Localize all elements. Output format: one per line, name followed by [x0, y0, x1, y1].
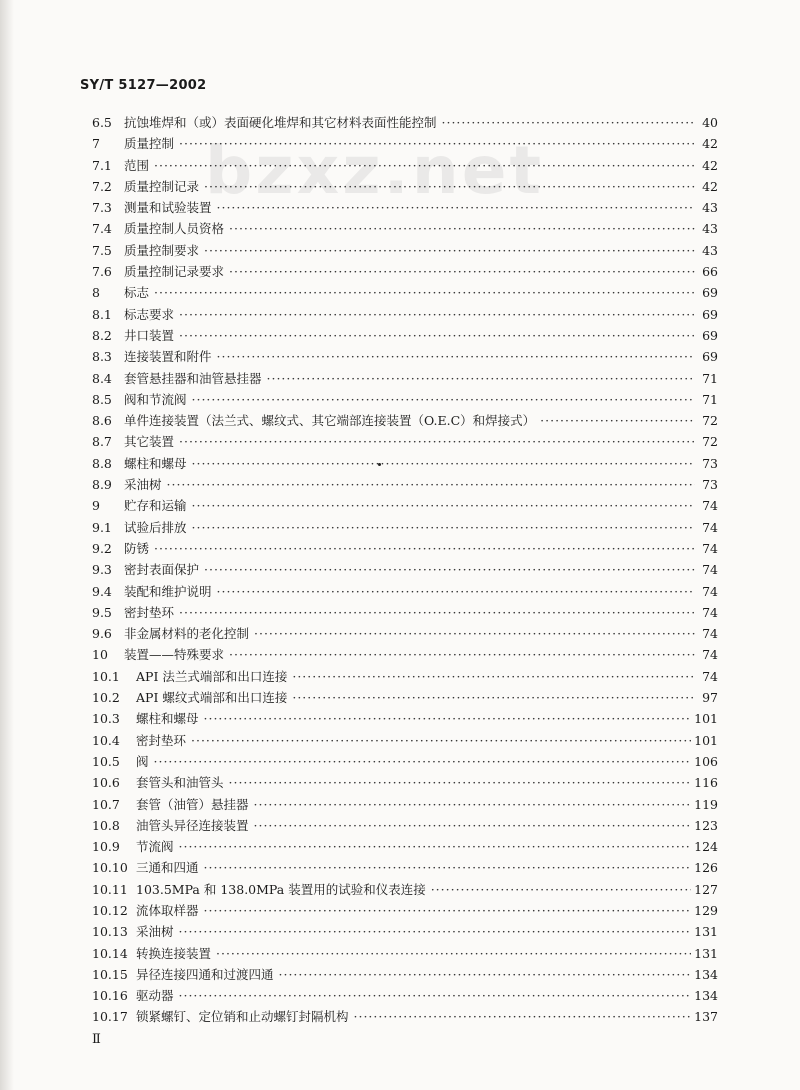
toc-leader-dots [204, 900, 692, 921]
toc-leader-dots [192, 389, 695, 410]
toc-entry-title: 采油树 [124, 477, 162, 493]
toc-entry-page: 40 [702, 115, 718, 130]
toc-entry [92, 261, 718, 282]
toc-entry-page: 71 [702, 391, 718, 407]
toc-entry-number: 9.3 [92, 562, 112, 578]
toc-entry-number: 10 [92, 647, 108, 663]
toc-entry [92, 687, 718, 708]
toc-entry-page: 69 [702, 306, 718, 322]
toc-leader-dots [179, 325, 695, 346]
toc-leader-dots [254, 623, 695, 644]
toc-leader-dots [179, 836, 692, 857]
toc-entry-page: 42 [702, 178, 718, 194]
toc-leader-dots [179, 602, 695, 623]
toc-entry-page: 69 [702, 285, 718, 301]
toc-entry-title: 套管头和油管头 [136, 775, 224, 791]
toc-entry-number: 8.5 [92, 391, 112, 407]
toc-entry-title: 三通和四通 [136, 860, 199, 876]
toc-leader-dots [204, 176, 695, 197]
toc-entry [92, 985, 718, 1006]
toc-entry-number: 10.17 [92, 1009, 128, 1025]
toc-entry [92, 325, 718, 346]
toc-entry [92, 368, 718, 389]
toc-entry-title: 单件连接装置（法兰式、螺纹式、其它端部连接装置（O.E.C）和焊接式） [124, 413, 536, 429]
toc-leader-dots [154, 538, 695, 559]
toc-entry-title: 采油树 [136, 924, 174, 940]
toc-entry-number: 6.5 [92, 115, 112, 130]
toc-entry-page: 119 [694, 796, 718, 812]
toc-entry [92, 879, 718, 900]
page-number-footer: Ⅱ [92, 1032, 101, 1047]
toc-entry [92, 666, 718, 687]
toc-leader-dots [154, 282, 695, 303]
toc-leader-dots [229, 261, 695, 282]
toc-entry-title: 范围 [124, 157, 150, 173]
toc-entry-number: 10.10 [92, 860, 128, 876]
toc-entry-number: 8.8 [92, 455, 112, 471]
toc-entry-number: 10.2 [92, 690, 120, 706]
toc-entry-title: 标志 [124, 285, 150, 301]
toc-leader-dots [204, 240, 695, 261]
toc-entry-title: 锁紧螺钉、定位销和止动螺钉封隔机构 [136, 1009, 349, 1025]
toc-entry [92, 730, 718, 751]
toc-entry-title: 质量控制记录要求 [124, 264, 225, 280]
toc-entry-page: 124 [694, 839, 718, 855]
toc-entry-title: 密封垫环 [136, 732, 187, 748]
toc-leader-dots [229, 218, 695, 239]
toc-entry [92, 943, 718, 964]
toc-entry-title: 测量和试验装置 [124, 200, 212, 216]
toc-entry-number: 10.13 [92, 924, 128, 940]
toc-entry-title: 流体取样器 [136, 902, 199, 918]
toc-leader-dots [204, 708, 692, 729]
toc-entry-number: 10.1 [92, 668, 120, 684]
toc-entry [92, 410, 718, 431]
toc-entry-number: 8.1 [92, 306, 112, 322]
toc-entry-number: 10.12 [92, 902, 128, 918]
toc-entry-page: 134 [694, 988, 718, 1004]
toc-entry [92, 495, 718, 516]
toc-leader-dots [192, 517, 695, 538]
toc-entry-page: 74 [702, 562, 718, 578]
toc-entry-page: 131 [694, 945, 718, 961]
toc-entry-page: 74 [702, 626, 718, 642]
toc-entry [92, 240, 718, 261]
toc-entry [92, 581, 718, 602]
toc-entry-page: 69 [702, 327, 718, 343]
toc-entry [92, 708, 718, 729]
toc-entry [92, 282, 718, 303]
page-edge-shadow [0, 0, 14, 1090]
toc-leader-dots [167, 474, 695, 495]
toc-entry-page: 101 [694, 711, 718, 727]
toc-entry-number: 8.9 [92, 477, 112, 493]
toc-entry-number: 9 [92, 498, 100, 514]
toc-entry-page: 74 [702, 540, 718, 556]
toc-entry [92, 304, 718, 325]
toc-entry [92, 197, 718, 218]
toc-entry [92, 623, 718, 644]
toc-entry-number: 7.1 [92, 157, 112, 173]
toc-entry-title: 驱动器 [136, 988, 174, 1004]
toc-entry-page: 137 [694, 1009, 718, 1025]
toc-entry [92, 517, 718, 538]
toc-entry-title: 其它装置 [124, 434, 175, 450]
toc-entry-number: 7 [92, 136, 100, 152]
toc-entry-number: 10.3 [92, 711, 120, 727]
toc-entry-page: 106 [694, 753, 718, 769]
toc-entry [92, 602, 718, 623]
toc-entry-title: 螺柱和螺母 [124, 455, 187, 471]
toc-entry-page: 129 [694, 902, 718, 918]
toc-entry-number: 7.2 [92, 178, 112, 194]
toc-entry-page: 73 [702, 455, 718, 471]
toc-entry [92, 751, 718, 772]
toc-entry-number: 10.9 [92, 839, 120, 855]
toc-entry-number: 8.2 [92, 327, 112, 343]
toc-entry-title: 质量控制 [124, 136, 175, 152]
toc-entry-number: 10.4 [92, 732, 120, 748]
toc-entry-number: 10.16 [92, 988, 128, 1004]
toc-entry-page: 43 [702, 221, 718, 237]
toc-entry-title: 质量控制记录 [124, 178, 200, 194]
document-code-header: SY/T 5127—2002 [80, 78, 207, 93]
toc-entry-page: 97 [702, 690, 718, 706]
toc-leader-dots [204, 559, 695, 580]
toc-entry-title: 套管悬挂器和油管悬挂器 [124, 370, 262, 386]
watermark: bzxz.net [205, 132, 545, 209]
toc-entry-number: 9.5 [92, 604, 112, 620]
toc-entry-title: 密封垫环 [124, 604, 175, 620]
toc-entry-number: 9.1 [92, 519, 112, 535]
toc-entry-title: 密封表面保护 [124, 562, 200, 578]
toc-leader-dots [229, 772, 692, 793]
toc-entry-number: 10.15 [92, 966, 128, 982]
toc-entry-page: 74 [702, 647, 718, 663]
toc-leader-dots [217, 581, 695, 602]
toc-leader-dots [254, 794, 692, 815]
toc-entry-number: 7.5 [92, 242, 112, 258]
toc-entry-page: 101 [694, 732, 718, 748]
toc-entry-title: 防锈 [124, 540, 150, 556]
toc-leader-dots [354, 1006, 692, 1027]
toc-entry-page: 127 [694, 881, 718, 897]
toc-entry-title: 试验后排放 [124, 519, 187, 535]
toc-leader-dots [179, 133, 695, 154]
toc-entry-number: 9.2 [92, 540, 112, 556]
toc-entry-page: 74 [702, 604, 718, 620]
toc-entry-page: 72 [702, 413, 718, 429]
toc-entry-number: 10.7 [92, 796, 120, 812]
toc-leader-dots [229, 644, 695, 665]
toc-entry-page: 69 [702, 349, 718, 365]
toc-entry-number: 8 [92, 285, 100, 301]
toc-entry-page: 134 [694, 966, 718, 982]
toc-entry-number: 8.6 [92, 413, 112, 429]
toc-entry-title: 节流阀 [136, 839, 174, 855]
toc-entry-page: 126 [694, 860, 718, 876]
toc-entry-number: 10.5 [92, 753, 120, 769]
toc-leader-dots [217, 346, 695, 367]
toc-leader-dots [191, 730, 691, 751]
toc-entry-title: 螺柱和螺母 [136, 711, 199, 727]
toc-leader-dots [292, 666, 695, 687]
toc-entry [92, 964, 718, 985]
toc-leader-dots [154, 155, 695, 176]
toc-entry-page: 74 [702, 668, 718, 684]
toc-entry-title: 井口装置 [124, 327, 175, 343]
toc-entry-page: 72 [702, 434, 718, 450]
toc-entry-number: 8.4 [92, 370, 112, 386]
toc-entry [92, 921, 718, 942]
toc-entry [92, 474, 718, 495]
toc-entry-page: 42 [702, 136, 718, 152]
toc-leader-dots [179, 304, 695, 325]
toc-leader-dots [292, 687, 695, 708]
toc-entry-page: 71 [702, 370, 718, 386]
toc-entry [92, 112, 718, 133]
toc-leader-dots [267, 368, 695, 389]
toc-entry-page: 131 [694, 924, 718, 940]
toc-entry [92, 772, 718, 793]
toc-entry-title: API 法兰式端部和出口连接 [136, 668, 288, 684]
toc-leader-dots [217, 197, 695, 218]
toc-entry-number: 7.3 [92, 200, 112, 216]
toc-entry [92, 836, 718, 857]
toc-leader-dots [179, 921, 692, 942]
toc-leader-dots [192, 495, 695, 516]
toc-entry-title: 套管（油管）悬挂器 [136, 796, 249, 812]
toc-entry-number: 10.14 [92, 945, 128, 961]
toc-entry-number: 9.4 [92, 583, 112, 599]
toc-entry-page: 123 [694, 817, 718, 833]
toc-entry-title: 贮存和运输 [124, 498, 187, 514]
toc-entry-title: 103.5MPa 和 138.0MPa 装置用的试验和仪表连接 [136, 881, 426, 897]
toc-entry-number: 9.6 [92, 626, 112, 642]
toc-entry [92, 431, 718, 452]
toc-entry [92, 794, 718, 815]
toc-leader-dots [254, 815, 692, 836]
toc-leader-dots [540, 410, 695, 431]
toc-entry [92, 346, 718, 367]
toc-leader-dots [179, 431, 695, 452]
toc-entry-page: 43 [702, 242, 718, 258]
toc-entry [92, 453, 718, 474]
toc-entry-page: 43 [702, 200, 718, 216]
toc-entry-title: 标志要求 [124, 306, 175, 322]
toc-entry [92, 155, 718, 176]
toc-entry-title: 阀 [136, 753, 149, 769]
toc-leader-dots [204, 857, 692, 878]
toc-entry-number: 10.11 [92, 881, 128, 897]
toc-entry-page: 116 [694, 775, 718, 791]
toc-entry-title: 连接装置和附件 [124, 349, 212, 365]
toc-entry [92, 133, 718, 154]
toc-entry-number: 8.3 [92, 349, 112, 365]
toc-entry-page: 73 [702, 477, 718, 493]
toc-entry-number: 10.8 [92, 817, 120, 833]
toc-entry-title: 非金属材料的老化控制 [124, 626, 250, 642]
toc-entry-title: 质量控制人员资格 [124, 221, 225, 237]
toc-leader-dots [216, 943, 691, 964]
toc-entry-page: 74 [702, 583, 718, 599]
toc-entry-title: 转换连接装置 [136, 945, 212, 961]
toc-leader-dots [192, 453, 695, 474]
toc-leader-dots [442, 112, 695, 133]
toc-leader-dots [279, 964, 692, 985]
toc-entry-title: 异径连接四通和过渡四通 [136, 966, 274, 982]
toc-entry [92, 218, 718, 239]
toc-entry [92, 900, 718, 921]
toc-entry [92, 389, 718, 410]
toc-entry-title: 装置——特殊要求 [124, 647, 225, 663]
toc-entry-page: 74 [702, 498, 718, 514]
toc-entry [92, 538, 718, 559]
toc-entry-title: 质量控制要求 [124, 242, 200, 258]
toc-leader-dots [431, 879, 691, 900]
toc-entry-title: 抗蚀堆焊和（或）表面硬化堆焊和其它材料表面性能控制 [124, 115, 437, 130]
toc-entry-title: API 螺纹式端部和出口连接 [136, 690, 288, 706]
toc-entry-title: 油管头异径连接装置 [136, 817, 249, 833]
toc-entry [92, 1006, 718, 1027]
toc-entry-page: 74 [702, 519, 718, 535]
table-of-contents [92, 112, 718, 1028]
toc-entry [92, 644, 718, 665]
toc-entry [92, 559, 718, 580]
toc-entry [92, 857, 718, 878]
toc-leader-dots [154, 751, 692, 772]
toc-entry-number: 7.4 [92, 221, 112, 237]
toc-entry [92, 176, 718, 197]
toc-entry-number: 8.7 [92, 434, 112, 450]
toc-entry [92, 815, 718, 836]
toc-entry-page: 66 [702, 264, 718, 280]
toc-leader-dots [179, 985, 692, 1006]
toc-entry-title: 装配和维护说明 [124, 583, 212, 599]
toc-entry-number: 7.6 [92, 264, 112, 280]
toc-entry-page: 42 [702, 157, 718, 173]
toc-entry-number: 10.6 [92, 775, 120, 791]
toc-entry-title: 阀和节流阀 [124, 391, 187, 407]
